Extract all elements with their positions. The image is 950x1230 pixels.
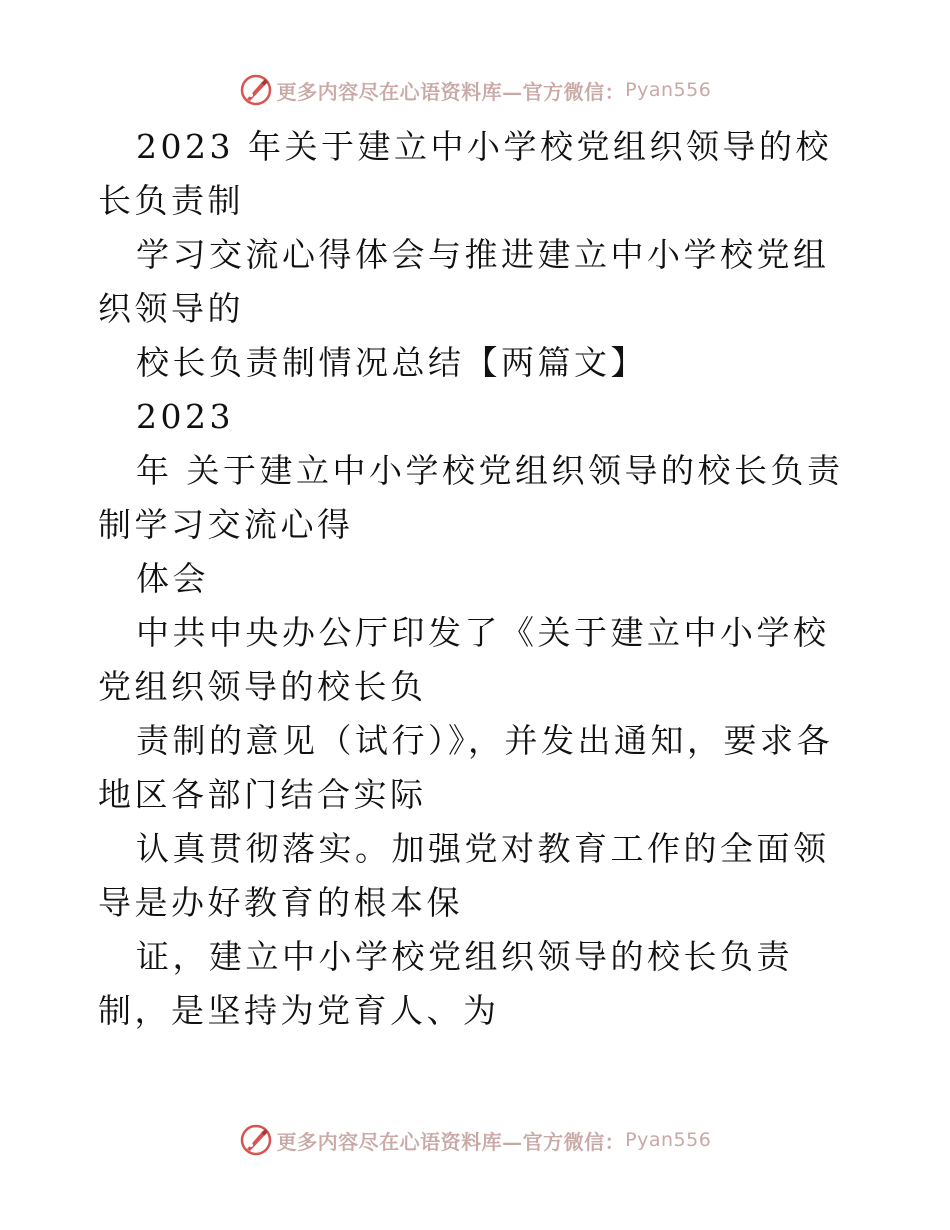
body-paragraph: 认真贯彻落实。加强党对教育工作的全面领导是办好教育的根本保 [98, 829, 830, 922]
header-watermark [0, 70, 950, 110]
body-paragraph: 证，建立中小学校党组织领导的校长负责制，是坚持为党育人、为 [98, 937, 793, 1030]
document-body [98, 120, 858, 1038]
title-line-3: 校长负责制情况总结【两篇文】 [136, 343, 647, 382]
year-line: 2023 [136, 397, 234, 436]
watermark-wechat-id: Pyan556 [625, 1129, 712, 1151]
watermark-wechat-id: Pyan556 [625, 79, 712, 101]
subtitle-continuation: 体会 [136, 559, 209, 598]
title-line-2: 学习交流心得体会与推进建立中小学校党组织领导的 [98, 235, 830, 328]
title-line-1: 2023 年关于建立中小学校党组织领导的校长负责制 [98, 127, 832, 220]
watermark-text: 更多内容尽在心语资料库—官方微信： [276, 1129, 626, 1154]
body-paragraph: 中共中央办公厅印发了《关于建立中小学校党组织领导的校长负 [98, 613, 830, 706]
watermark-text: 更多内容尽在心语资料库—官方微信： [276, 79, 626, 104]
body-paragraph: 责制的意见（试行）》，并发出通知，要求各地区各部门结合实际 [98, 721, 833, 814]
subtitle-line: 年 关于建立中小学校党组织领导的校长负责制学习交流心得 [98, 451, 844, 544]
footer-watermark [0, 1120, 950, 1160]
pen-logo-icon [239, 1123, 273, 1157]
pen-logo-icon [239, 73, 273, 107]
